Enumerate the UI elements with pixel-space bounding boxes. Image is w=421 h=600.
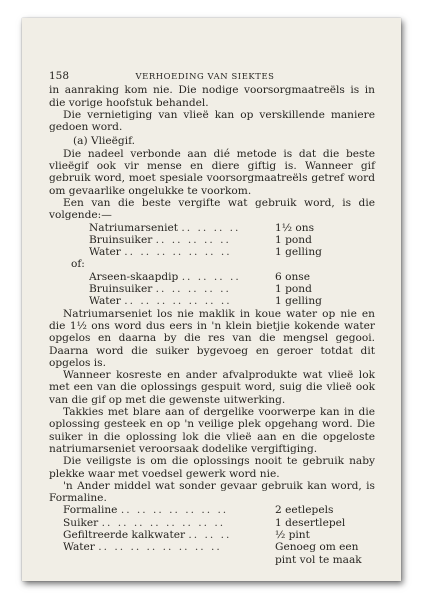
recipe-list-3 [49, 504, 375, 565]
recipe-row: Arseen-skaapdip .. .. .. .. 6 onse [89, 270, 311, 283]
recipe-row: Gefiltreerde kalkwater .. .. .. ½ pint [63, 528, 310, 541]
paragraph: Takkies met blare aan of dergelike voorwerpe kan in die oplossing gesteek en op 'n veilige plek opgehang word. Die suiker in die oplossing lok die vlieë aan en die opgeloste natriumarseniet veroorsaak dodelike vergiftiging. [49, 406, 375, 455]
recipe-list-2 [49, 271, 375, 308]
running-title: VERHOEDING VAN SIEKTES [135, 71, 275, 81]
recipe-row: Natriumarseniet .. .. .. .. 1½ ons [89, 221, 315, 234]
or-label: of: [71, 258, 85, 271]
recipe-row: Formaline .. .. .. .. .. .. .. 2 eetlepels [63, 504, 334, 517]
paragraph: Natriumarseniet los nie maklik in koue water op nie en die 1½ ons word dus eers in 'n klein bietjie kokende water opgelos en daarna by die res van die mengsel gegooi. Daarna word die suiker bygevoeg en geroer totdat dit opgelos is. [49, 307, 375, 369]
paragraph: Die veiligste is om die oplossings nooit te gebruik naby plekke waar met voedsel gewerk word nie. [49, 455, 375, 480]
recipe-row: Suiker .. .. .. .. .. .. .. .. 1 desertlepel [63, 516, 346, 529]
recipe-row: Bruinsuiker .. .. .. .. .. 1 pond [89, 283, 312, 296]
recipe-row: Water .. .. .. .. .. .. .. 1 gelling [89, 295, 322, 308]
paragraph: Een van die beste vergifte wat gebruik word, is die volgende:— [49, 196, 375, 222]
paragraph: 'n Ander middel wat sonder gevaar gebruik kan word, is Formaline. [49, 479, 375, 505]
recipe-row-continuation: pint vol te maak [275, 553, 362, 566]
recipe-row: Bruinsuiker .. .. .. .. .. 1 pond [89, 233, 312, 246]
recipe-row: Water .. .. .. .. .. .. .. 1 gelling [89, 246, 322, 259]
page-number: 158 [49, 70, 70, 82]
paragraph: Die vernietiging van vlieë kan op verskillende maniere gedoen word. [49, 108, 375, 134]
recipe-list-1 [49, 222, 375, 259]
section-heading: (a) Vlieëgif. [73, 135, 135, 148]
recipe-row: Water .. .. .. .. .. .. .. .. Genoeg om een [63, 541, 359, 554]
book-page [22, 18, 401, 581]
paragraph: in aanraking kom nie. Die nodige voorsorgmaatreëls is in die vorige hoofstuk behandel. [49, 84, 375, 109]
page-header [49, 70, 375, 82]
paragraph: Die nadeel verbonde aan dié metode is dat die beste vlieëgif ook vir mense en diere giftig is. Wanneer gif gebruik word, moet spesiale voorsorgmaatreëls getref word om gevaarlike ongelukke te voorkom. [49, 147, 375, 197]
paragraph: Wanneer kosreste en ander afvalprodukte wat vlieë lok met een van die oplossings gespuit word, suig die vlieë ook van die gif op met die gewenste uitwerking. [49, 369, 375, 406]
